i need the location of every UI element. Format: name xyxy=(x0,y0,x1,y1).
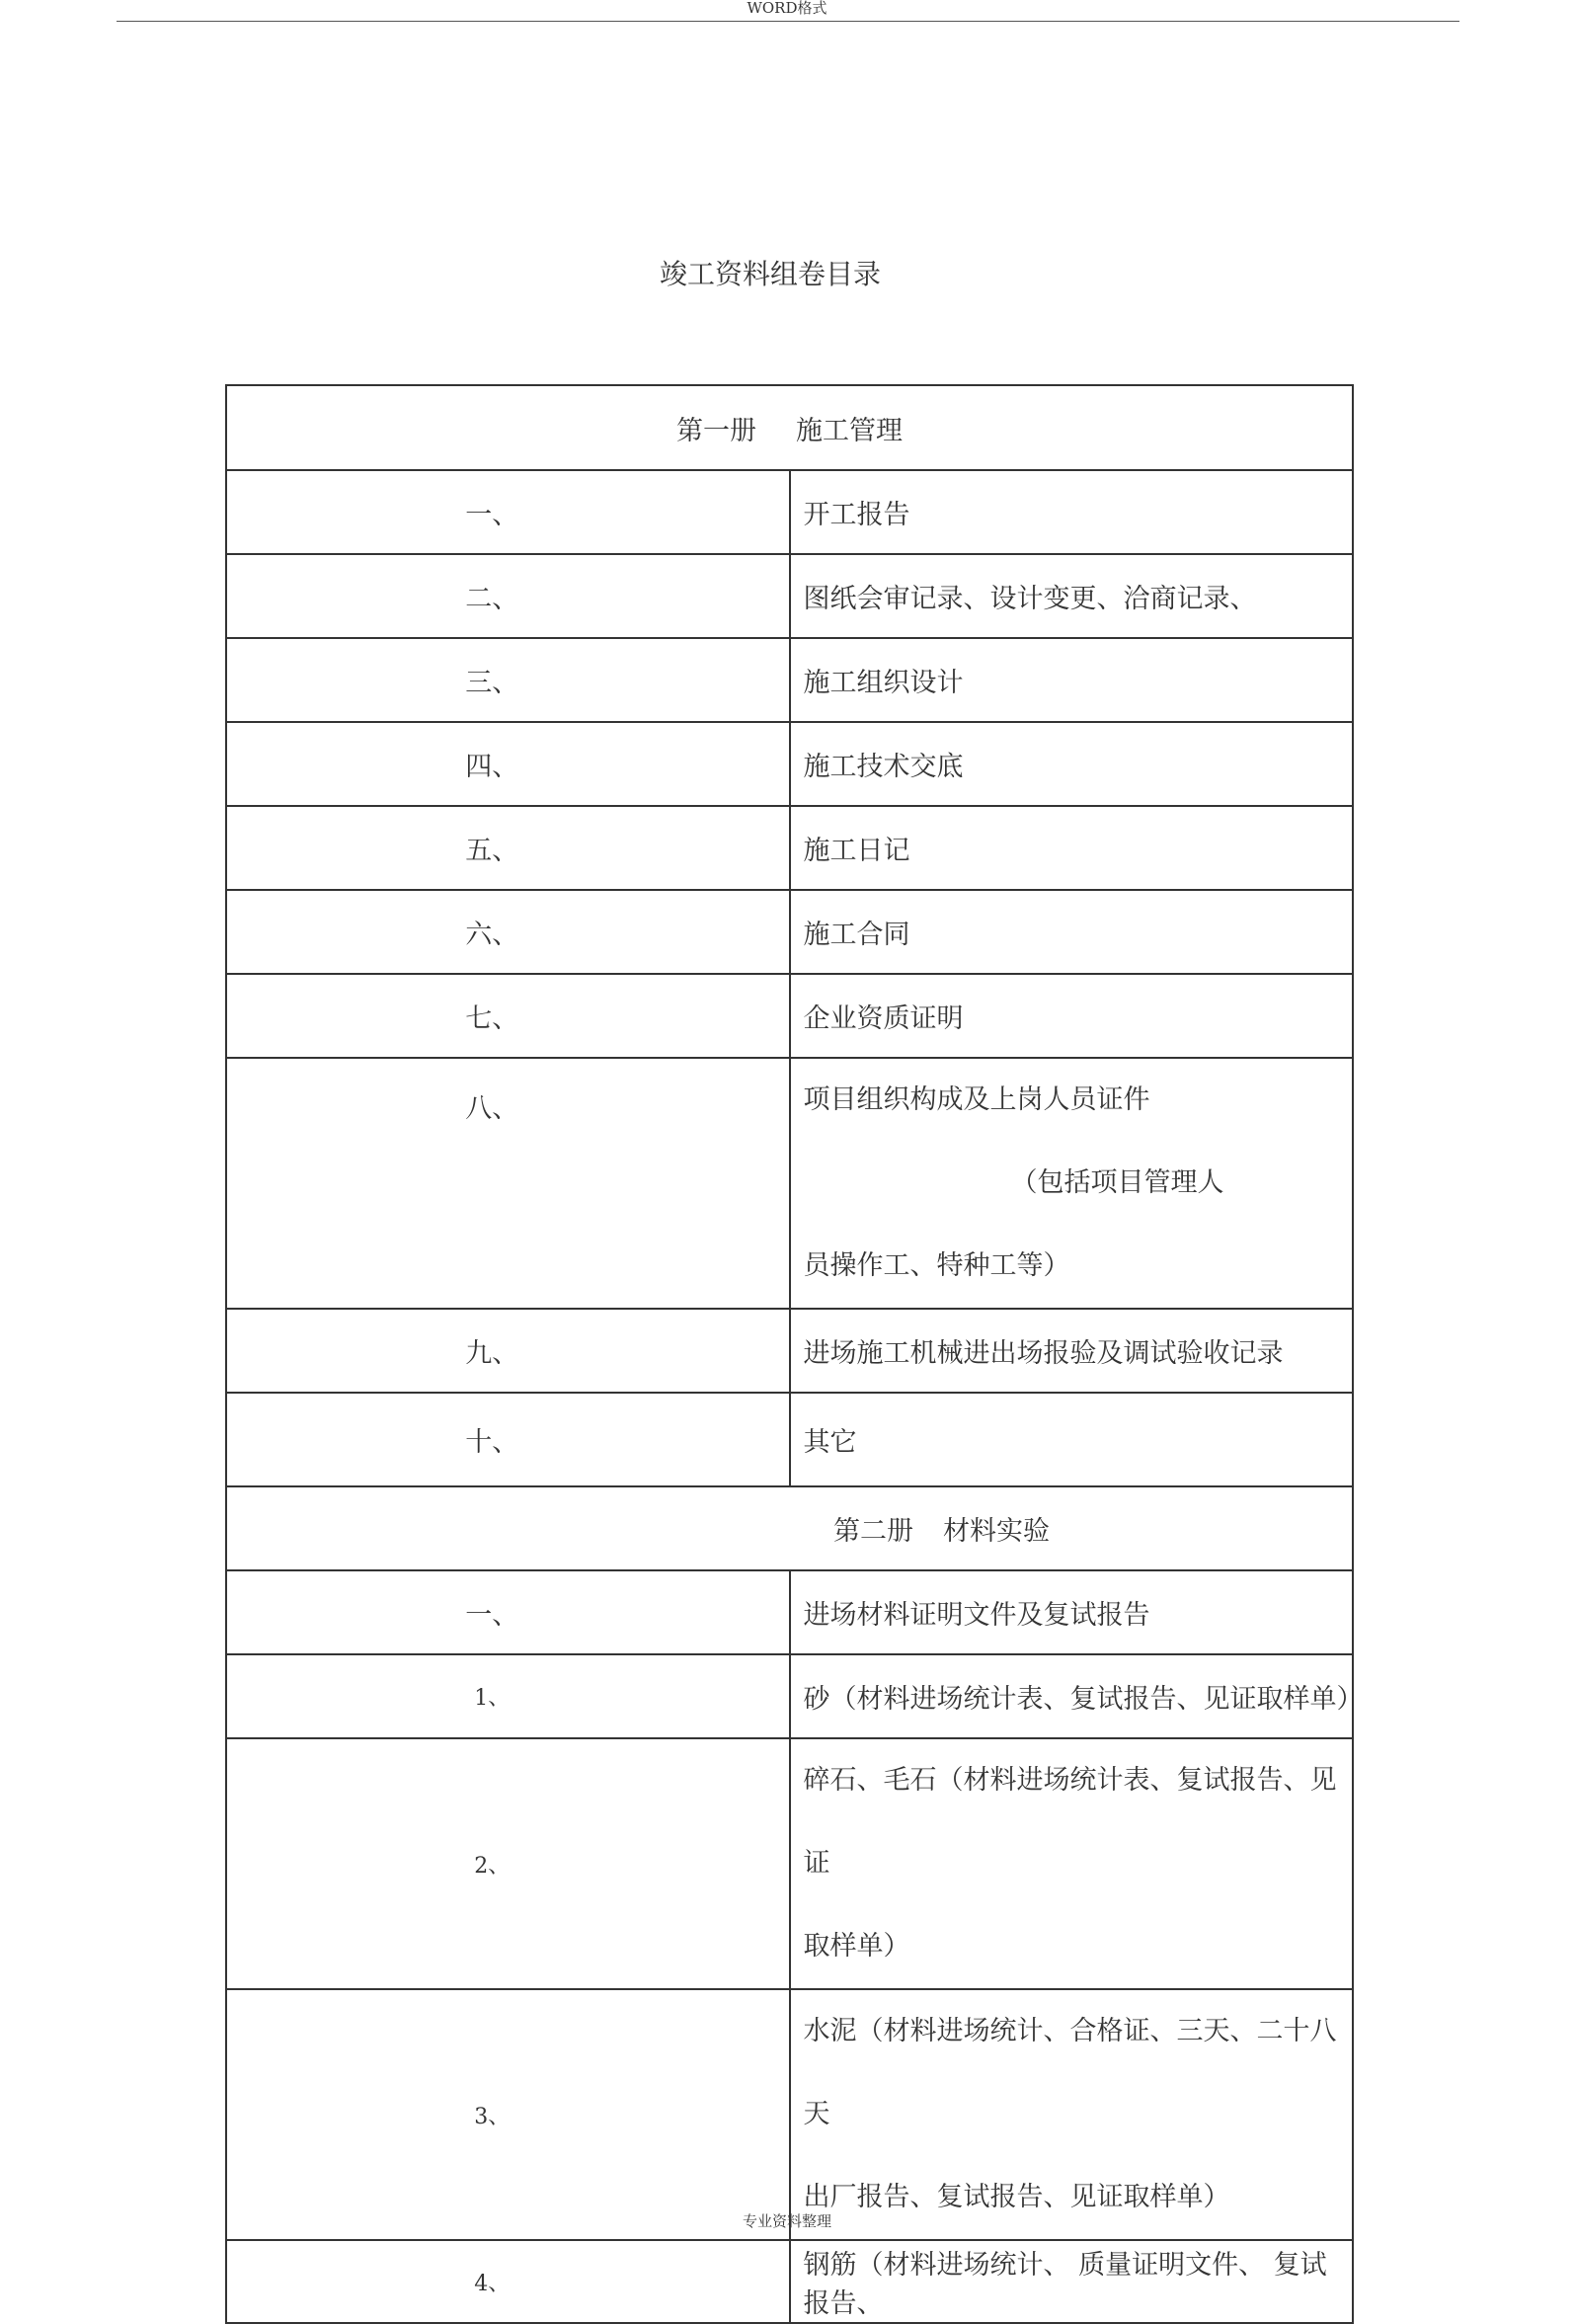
row-text-line2: 员操作工、特种工等） xyxy=(803,1250,1070,1281)
row-number: 一、 xyxy=(226,470,790,554)
row-text: 进场材料证明文件及复试报告 xyxy=(790,1570,1354,1654)
row-text: 施工合同 xyxy=(790,890,1354,974)
table-row xyxy=(226,1058,1353,1309)
table-row xyxy=(226,1738,1353,1989)
section-1-name: 施工管理 xyxy=(796,415,903,446)
table-row xyxy=(226,974,1353,1058)
table-row xyxy=(226,638,1353,722)
table-row xyxy=(226,2240,1353,2323)
row-text: 图纸会审记录、设计变更、洽商记录、 xyxy=(790,554,1354,638)
row-text-line2: 出厂报告、复试报告、见证取样单） xyxy=(803,2182,1230,2212)
row-text: 砂（材料进场统计表、复试报告、见证取样单） xyxy=(790,1654,1354,1738)
table-row xyxy=(226,1654,1353,1738)
row-number: 三、 xyxy=(226,638,790,722)
table-row xyxy=(226,1393,1353,1486)
row-number: 十、 xyxy=(226,1393,790,1486)
table-row xyxy=(226,1309,1353,1393)
table-row xyxy=(226,1570,1353,1654)
row-text: 施工日记 xyxy=(790,806,1354,890)
table-row xyxy=(226,470,1353,554)
page-header: WORD格式 xyxy=(747,0,827,17)
row-text-paren: （包括项目管理人 xyxy=(1010,1167,1224,1198)
row-text: 其它 xyxy=(790,1393,1354,1486)
row-text-line1: 水泥（材料进场统计、合格证、三天、二十八天 xyxy=(803,2016,1337,2129)
row-text-line1: 项目组织构成及上岗人员证件 xyxy=(803,1084,1150,1115)
header-rule xyxy=(117,21,1459,22)
section-row-2 xyxy=(226,1486,1353,1570)
row-number: 二、 xyxy=(226,554,790,638)
row-text: 施工技术交底 xyxy=(790,722,1354,806)
row-number: 一、 xyxy=(226,1570,790,1654)
row-number: 六、 xyxy=(226,890,790,974)
row-number: 3、 xyxy=(226,1989,790,2240)
table-row xyxy=(226,722,1353,806)
row-number: 八、 xyxy=(226,1058,790,1309)
row-text: 进场施工机械进出场报验及调试验收记录 xyxy=(790,1309,1354,1393)
page-footer: 专业资料整理 xyxy=(742,2212,831,2230)
row-number: 4、 xyxy=(226,2240,790,2323)
row-text-line2: 取样单） xyxy=(803,1931,910,1962)
row-number: 九、 xyxy=(226,1309,790,1393)
row-text: 开工报告 xyxy=(790,470,1354,554)
table-row xyxy=(226,806,1353,890)
row-number: 1、 xyxy=(226,1654,790,1738)
table-row xyxy=(226,1989,1353,2240)
catalog-table xyxy=(225,384,1364,2324)
row-text-line1: 碎石、毛石（材料进场统计表、复试报告、见证 xyxy=(803,1765,1337,1879)
row-number: 2、 xyxy=(226,1738,790,1989)
row-number: 七、 xyxy=(226,974,790,1058)
table-row xyxy=(226,554,1353,638)
table-row xyxy=(226,890,1353,974)
row-number: 四、 xyxy=(226,722,790,806)
document-title: 竣工资料组卷目录 xyxy=(659,258,881,290)
row-text: 施工组织设计 xyxy=(790,638,1354,722)
row-text: 企业资质证明 xyxy=(790,974,1354,1058)
section-1-volume: 第一册 xyxy=(676,415,756,446)
section-2-name: 材料实验 xyxy=(943,1516,1050,1547)
section-row-1 xyxy=(226,385,1353,470)
row-text: 钢筋（材料进场统计、 质量证明文件、 复试报告、 xyxy=(790,2240,1354,2323)
row-number: 五、 xyxy=(226,806,790,890)
section-2-volume: 第二册 xyxy=(833,1516,913,1547)
